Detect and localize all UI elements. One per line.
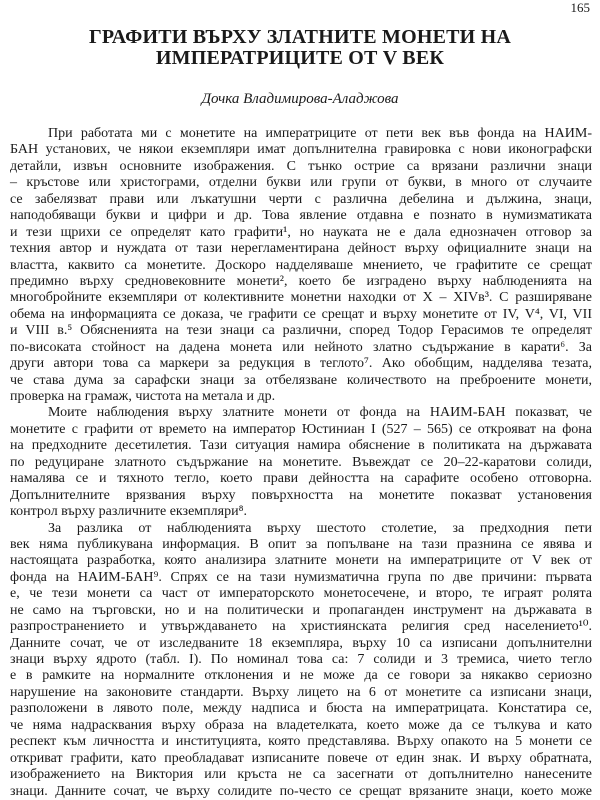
text-line: не само на търговски, но и на политически и пропаганден инструмент на държавата в [10,602,592,618]
text-line: предимно върху средновековните монети², което бе изградено върху наблюденията на [10,273,592,289]
text-line: нарушение на законовите стандарти. Върху лицето на 6 от монетите са изписани знаци, [10,684,592,700]
text-line: знаци. Данните сочат, че върху солидите по-често се срещат врязаните знаци, което може [10,783,592,799]
text-line: властта, каквито са монетите. Доскоро надделяваше мнението, че графитите се срещат [10,257,592,273]
text-line: Допълнителните врязвания върху повърхността на монетите показват установения [10,487,592,503]
text-line: настоящата разработка, която анализира златните монети на императриците от V век от [10,553,592,569]
text-line: и VIII в.⁵ Обясненията на тези знаци са различни, според Тодор Герасимов те определят [10,323,592,339]
text-line: респект към личността и институцията, която представлява. Върху опакото на 5 монети се [10,734,592,750]
text-line: разположени в лявото поле, между надписа и бюста на императрицата. Констатира се, [10,701,592,717]
text-line: разпространението и утвърждаването на християнската религия сред населението¹⁰. [10,619,592,635]
text-line: наподобяващи букви и цифри и др. Това явление отдавна е познато в нумизматиката [10,208,592,224]
article-title [0,27,600,69]
text-line: многобройните екземпляри от колективните монетни находки от X – XIVв³. С разширяване [10,290,592,306]
text-line: обема на информацията се доказа, че графити се срещат и върху монетите от IV, V⁴, VI, VII [10,306,592,322]
paragraph [10,126,592,405]
text-line: техния автор и нуждата от тази нерегламентирана дейност върху официалните знаци на [10,241,592,257]
text-line: фонда на НАИМ-БАН⁹. Спрях се на тази нумизматична група по две причини: първата [10,569,592,585]
text-line: контрол върху различните екземпляри⁸. [10,504,247,520]
text-line: по редуциране златното съдържание на монетите. Въвеждат се 20–22-каратови солиди, [10,454,592,470]
page-number: 165 [570,0,590,15]
title-line: ГРАФИТИ ВЪРХУ ЗЛАТНИТЕ МОНЕТИ НА [88,26,512,48]
article-body [10,126,592,800]
paragraph [10,405,592,520]
text-line: че става дума за сарафски знаци за отбелязване количеството на преброените монети, [10,372,592,388]
text-line: проверка на грамаж, чистота на метала и др. [10,389,276,404]
text-line: детайли, извън основните изображения. С тънко острие са врязани различни знаци [10,158,592,174]
text-line: намалява се и тяхното тегло, което прави дейността на сарафите особено отговорна. [10,471,592,487]
paragraph [10,521,592,800]
text-line: изображението на Виктория или кръста не са засегнати от допълнително нанесените [10,767,592,783]
title-line: ИМПЕРАТРИЦИТЕ ОТ V ВЕК [155,47,445,69]
text-line: знаци върху ядрото (табл. I). По номинал това са: 7 солиди и 3 тремиса, чието тегло [10,652,592,667]
text-line: и тези щрихи се определят като графити¹, но науката не е дала еднозначен отговор за [10,224,592,240]
text-line: монетите с графити от времето на император Юстиниан I (527 – 565) се открояват на фона [10,421,592,437]
text-line: се забелязват прави или лъкатушни черти с различна дебелина и дължина, знаци, [10,191,592,207]
text-line: че няма надрасквания върху образа на владетелката, което може да се тълкува и като [10,717,592,733]
text-line: При работата ми с монетите на императриците от пети век във фонда на НАИМ- [48,126,592,141]
text-line: други автори това са маркери за редукция в теглото⁷. Ако обобщим, надделява тезата, [10,356,592,372]
text-line: – кръстове или христограми, отделни букви или групи от букви, в много от случаите [10,175,592,191]
text-line: век няма публикувана информация. В опит за попълване на тази празнина се явява и [10,536,592,552]
text-line: по-високата стойност на дадена монета или нейното златно съдържание в карати⁶. За [10,339,592,355]
text-line: БАН установих, че някои екземпляри имат допълнителна гравировка с нови иконографски [10,142,592,158]
text-line: За разлика от наблюденията върху шестото столетие, за предходния пети [48,520,592,536]
text-line: Моите наблюдения върху златните монети от фонда на НАИМ-БАН показват, че [48,405,592,421]
text-line: е в рамките на нормалните отклонения и не може да се говори за някакво сериозно [10,668,592,684]
text-line: на предходните десетилетия. Тази ситуация намира обяснение в политиката на държавата [10,438,592,454]
text-line: откриват графити, като преобладават изписаните повече от един знак. И върху обратната, [10,750,592,766]
text-line: Данните сочат, че от изследваните 18 екземпляра, върху 10 са изписани допълнителни [10,635,592,651]
author-name: Дочка Владимирова-Аладжова [201,91,399,107]
text-line: е, че тези монети са част от императорското монетосечене, и второ, те играят ролята [10,586,592,602]
